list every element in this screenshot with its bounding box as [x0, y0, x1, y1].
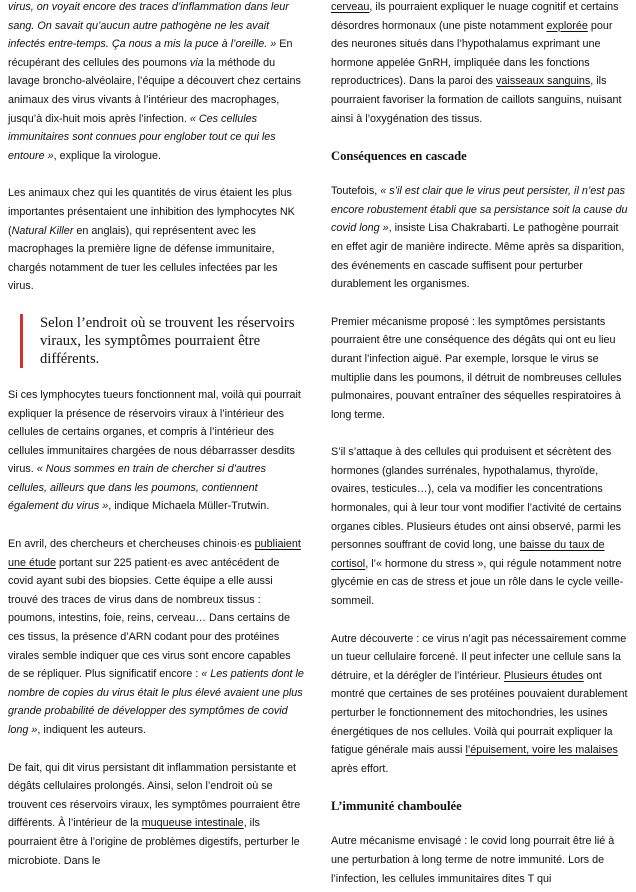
paragraph: Autre découverte : ce virus n’agit pas nécessairement comme un tueur cellulaire forcené. Il peut infecter une cellule sans la détruire, et la dérégler de l’intérieur. Plusieurs études ont montré que certaines de ses protéines pouvaient durablement perturber le fonctionnement des mitochondries, les usines énergétiques de nos cellules. Voilà qui pourrait expliquer la fatigue générale mais aussi l’épuisement, voire les malaises après effort. [331, 632, 628, 775]
quote: « Nous sommes en train de chercher si d’autres cellules, ailleurs que dans les poumons, contiennent également du virus » [8, 463, 267, 513]
pull-quote [20, 314, 304, 368]
link-explored[interactable]: explorée [546, 19, 588, 32]
paragraph: virus, on voyait encore des traces d’inflammation dans leur sang. On savait qu’aucun autre pathogène ne les avait infectés entre-temps. Ça nous a mis la puce à l’oreille. » En récupérant des cellules des poumons via la méthode du lavage broncho-alvéolaire, l’équipe a découvert chez certains animaux des virus vivants à l’intérieur des macrophages, jusqu’à dix-huit mois après l’infection. « Ces cellules immunitaires sont connues pour englober tout ce qui les entoure », explique la virologue. [8, 1, 301, 162]
quote: « s’il est clair que le virus peut persister, il n’est pas encore robustement établi que sa persistance soit la cause du covid long » [331, 185, 628, 235]
paragraph: cerveau, ils pourraient expliquer le nuage cognitif et certains désordres hormonaux (une piste notamment explorée pour des neurones situés dans l’hypothalamus exprimant une hormone appelée GnRH, impliquée dans les fonctions reproductrices). Dans la paroi des vaisseaux sanguins, ils pourraient favoriser la formation de caillots sanguins, nuisant ainsi à l’oxygénation des tissus. [331, 1, 622, 125]
link-intestinal-mucosa[interactable]: muqueuse intestinale [141, 817, 244, 830]
paragraph: En avril, des chercheurs et chercheuses chinois·es publiaient une étude portant sur 225 patient·es avec antécédent de covid ayant subi des biopsies. Cette équipe a elle aussi trouvé des traces de virus dans de nombreux tissus : poumons, intestins, foie, reins, cerveau… Dans certains de ces tissus, la présence d’ARN codant pour des protéines virales semble indiquer que ces virus sont encore capables de se répliquer. Plus significatif encore : « Les patients dont le nombre de copies du virus était le plus élevé avaient une plus grande probabilité de développer des symptômes de covid long », indiquent les auteurs. [8, 538, 304, 736]
paragraph: Toutefois, « s’il est clair que le virus peut persister, il n’est pas encore robustement établi que sa persistance soit la cause du covid long », insiste Lisa Chakrabarti. Le pathogène pourrait en effet agir de manière indirecte. Même après sa disparition, des événements en cascade suffisent pour perturber durablement les organismes. [331, 185, 628, 291]
section-heading: Conséquences en cascade [331, 149, 467, 164]
link-brain[interactable]: cerveau [331, 1, 370, 13]
paragraph: De fait, qui dit virus persistant dit inflammation persistante et dégâts cellulaires prolongés. Ainsi, selon l’endroit où se trouvent ces réservoirs viraux, les symptômes pourraient être différents. À l’intérieur de la muqueuse intestinale, ils pourraient être à l’origine de problèmes digestifs, perturber le microbiote. Dans le [8, 761, 301, 867]
right-column [331, 0, 628, 888]
paragraph: Les animaux chez qui les quantités de virus étaient les plus importantes présentaient une inhibition des lymphocytes NK (Natural Killer en anglais), qui représentent avec les macrophages la première ligne de défense immunitaire, chargés notamment de tuer les cellules infectées par les virus. [8, 187, 295, 293]
link-published-study[interactable]: publiaient une étude [8, 538, 301, 569]
quote: « Les patients dont le nombre de copies du virus était le plus élevé avaient une plus grande probabilité de développer des symptômes de covid long » [8, 668, 304, 736]
link-exhaustion[interactable]: l’épuisement, voire les malaises [465, 744, 618, 757]
paragraph: Si ces lymphocytes tueurs fonctionnent mal, voilà qui pourrait expliquer la présence de réservoirs viraux à l’intérieur des cellules de certains organes, et compris à l’intérieur des cellules immunitaires chargées de nous débarrasser desdits virus. « Nous sommes en train de chercher si d’autres cellules, ailleurs que dans les poumons, contiennent également du virus », indique Michaela Müller-Trutwin. [8, 388, 301, 513]
left-column [8, 0, 304, 870]
pull-quote-text: Selon l’endroit où se trouvent les réservoirs viraux, les symptômes pourraient être différents. [40, 314, 295, 367]
paragraph: Autre mécanisme envisagé : le covid long pourrait être lié à une perturbation à long terme de notre immunité. Lors de l’infection, les cellules immunitaires dites T qui [331, 835, 615, 885]
quote: « Ces cellules immunitaires sont connues pour englober tout ce qui les entoure » [8, 112, 276, 162]
paragraph: Premier mécanisme proposé : les symptômes persistants pourraient être une conséquence des dégâts qui ont eu lieu durant l’infection aiguë. Par exemple, lorsque le virus se multiplie dans les poumons, il détruit de nombreuses cellules pulmonaires, pouvant entraîner des séquelles respiratoires à long terme. [331, 315, 622, 421]
link-several-studies[interactable]: Plusieurs études [503, 669, 584, 682]
section-heading: L’immunité chamboulée [331, 799, 462, 814]
paragraph: S’il s’attaque à des cellules qui produisent et sécrètent des hormones (glandes surrénales, hypothalamus, thyroïde, ovaires, testicules…), cela va modifier les concentrations hormonales, qui à leur tour vont modifier l’activité de certains organes cibles. Plusieurs études ont ainsi observé, parmi les personnes souffrant de covid long, une baisse du taux de cortisol, l’« hormone du stress », qui régule notamment notre glycémie en cas de stress et joue un rôle dans le cycle veille-sommeil. [331, 446, 624, 608]
link-cortisol[interactable]: baisse du taux de cortisol [331, 539, 605, 570]
link-blood-vessels[interactable]: vaisseaux sanguins [496, 75, 591, 88]
quote: virus, on voyait encore des traces d’inflammation dans leur sang. On savait qu’aucun autre pathogène ne les avait infectés entre-temps. Ça nous a mis la puce à l’oreille. » [8, 1, 289, 51]
